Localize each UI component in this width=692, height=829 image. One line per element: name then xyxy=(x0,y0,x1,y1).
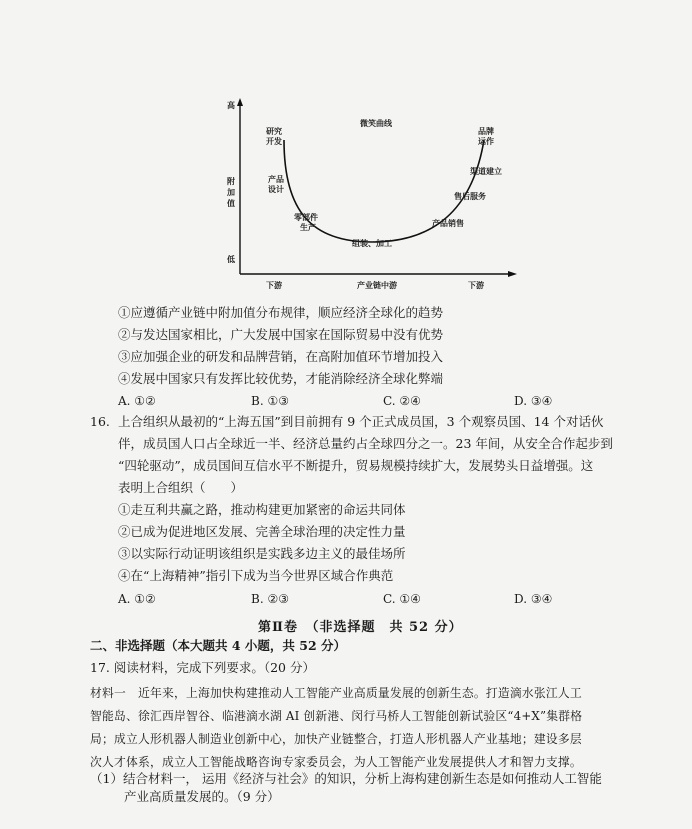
y-low-label: 低 xyxy=(227,255,235,264)
material-line-4: 次人才体系，成立人工智能战略咨询专家委员会，为人工智能产业发展提供人才和智力支撑。 xyxy=(90,755,582,769)
label-parts-1: 零部件 xyxy=(294,213,318,222)
q16-stem-4: 表明上合组织（ ） xyxy=(118,480,244,495)
y-axis-arrow xyxy=(237,98,243,106)
label-rd-1: 研究 xyxy=(266,127,282,136)
q17-title: 17. 阅读材料，完成下列要求。（20 分） xyxy=(90,660,315,675)
q15-option-3: ③应加强企业的研发和品牌营销，在高附加值环节增加投入 xyxy=(118,349,444,364)
label-brand-1: 品牌 xyxy=(478,127,494,136)
label-rd-2: 开发 xyxy=(266,137,282,146)
material-line-2: 智能岛、徐汇西岸智谷、临港滴水湖 AI 创新港、闵行马桥人工智能创新试验区“4+X”集群格 xyxy=(90,709,583,723)
q16-choice-a: A. ①② xyxy=(118,592,156,606)
q16-option-2: ②已成为促进地区发展、完善全球治理的决定性力量 xyxy=(118,524,406,539)
y-high-label: 高 xyxy=(227,101,235,110)
q16-option-4: ④在“上海精神”指引下成为当今世界区域合作典范 xyxy=(118,568,394,583)
q17-sub1-line-2: 产业高质量发展的。（9 分） xyxy=(124,789,280,804)
q15-choice-b: B. ①③ xyxy=(251,394,289,408)
q15-option-2: ②与发达国家相比，广大发展中国家在国际贸易中没有优势 xyxy=(118,327,444,342)
y-mid-label-3: 值 xyxy=(227,199,235,208)
label-design-2: 设计 xyxy=(268,185,284,194)
part2-title: 第Ⅱ卷 （非选择题 共 52 分） xyxy=(258,620,463,635)
smile-curve-chart xyxy=(222,92,522,302)
q17-sub1-line-1: （1）结合材料一， 运用《经济与社会》的知识，分析上海构建创新生态是如何推动人工智能 xyxy=(90,771,602,786)
x-left-label: 下游 xyxy=(266,281,282,290)
q16-choice-d: D. ③④ xyxy=(514,592,553,606)
x-right-label: 下游 xyxy=(468,281,484,290)
q16-option-1: ①走互利共赢之路，推动构建更加紧密的命运共同体 xyxy=(118,502,406,517)
label-design-1: 产品 xyxy=(268,175,284,184)
q15-choice-c: C. ②④ xyxy=(383,394,421,408)
q15-option-1: ①应遵循产业链中附加值分布规律，顺应经济全球化的趋势 xyxy=(118,305,444,320)
q16-number: 16. xyxy=(90,414,110,429)
q15-option-4: ④发展中国家只有发挥比较优势，才能消除经济全球化弊端 xyxy=(118,371,444,386)
material-line-1: 材料一 近年来，上海加快构建推动人工智能产业高质量发展的创新生态。打造滴水张江人工 xyxy=(90,686,582,700)
q16-choice-b: B. ②③ xyxy=(251,592,289,606)
label-assembly: 组装、加工 xyxy=(352,239,392,248)
q16-stem-2: 伴，成员国人口占全球近一半、经济总量约占全球四分之一。23 年间，从安全合作起步到 xyxy=(118,436,613,451)
material-line-3: 局；成立人形机器人制造业创新中心，加快产业链整合，打造人形机器人产业基地；建设多层 xyxy=(90,732,582,746)
x-mid-label: 产业链中游 xyxy=(357,281,397,290)
x-axis-arrow xyxy=(508,271,517,277)
label-brand-2: 运作 xyxy=(478,137,494,146)
y-mid-label-2: 加 xyxy=(227,188,235,197)
q16-stem-1: 上合组织从最初的“上海五国”到目前拥有 9 个正式成员国，3 个观察员国、14 个对话伙 xyxy=(118,414,604,429)
part2-section-heading: 二、非选择题（本大题共 4 小题，共 52 分） xyxy=(90,638,347,653)
label-service: 售后服务 xyxy=(454,192,486,201)
q15-choice-d: D. ③④ xyxy=(514,394,553,408)
q16-choice-c: C. ①④ xyxy=(383,592,421,606)
y-mid-label-1: 附 xyxy=(227,177,235,186)
q15-choices xyxy=(118,394,578,410)
q16-option-3: ③以实际行动证明该组织是实践多边主义的最佳场所 xyxy=(118,546,406,561)
label-sales: 产品销售 xyxy=(432,219,464,228)
curve-title: 微笑曲线 xyxy=(360,119,392,128)
label-channel: 渠道建立 xyxy=(470,167,502,176)
q16-choices xyxy=(118,592,578,608)
label-parts-2: 生产 xyxy=(300,223,316,232)
q16-stem-3: “四轮驱动”，成员国间互信水平不断提升，贸易规模持续扩大，发展势头日益增强。这 xyxy=(118,458,594,473)
q15-choice-a: A. ①② xyxy=(118,394,156,408)
